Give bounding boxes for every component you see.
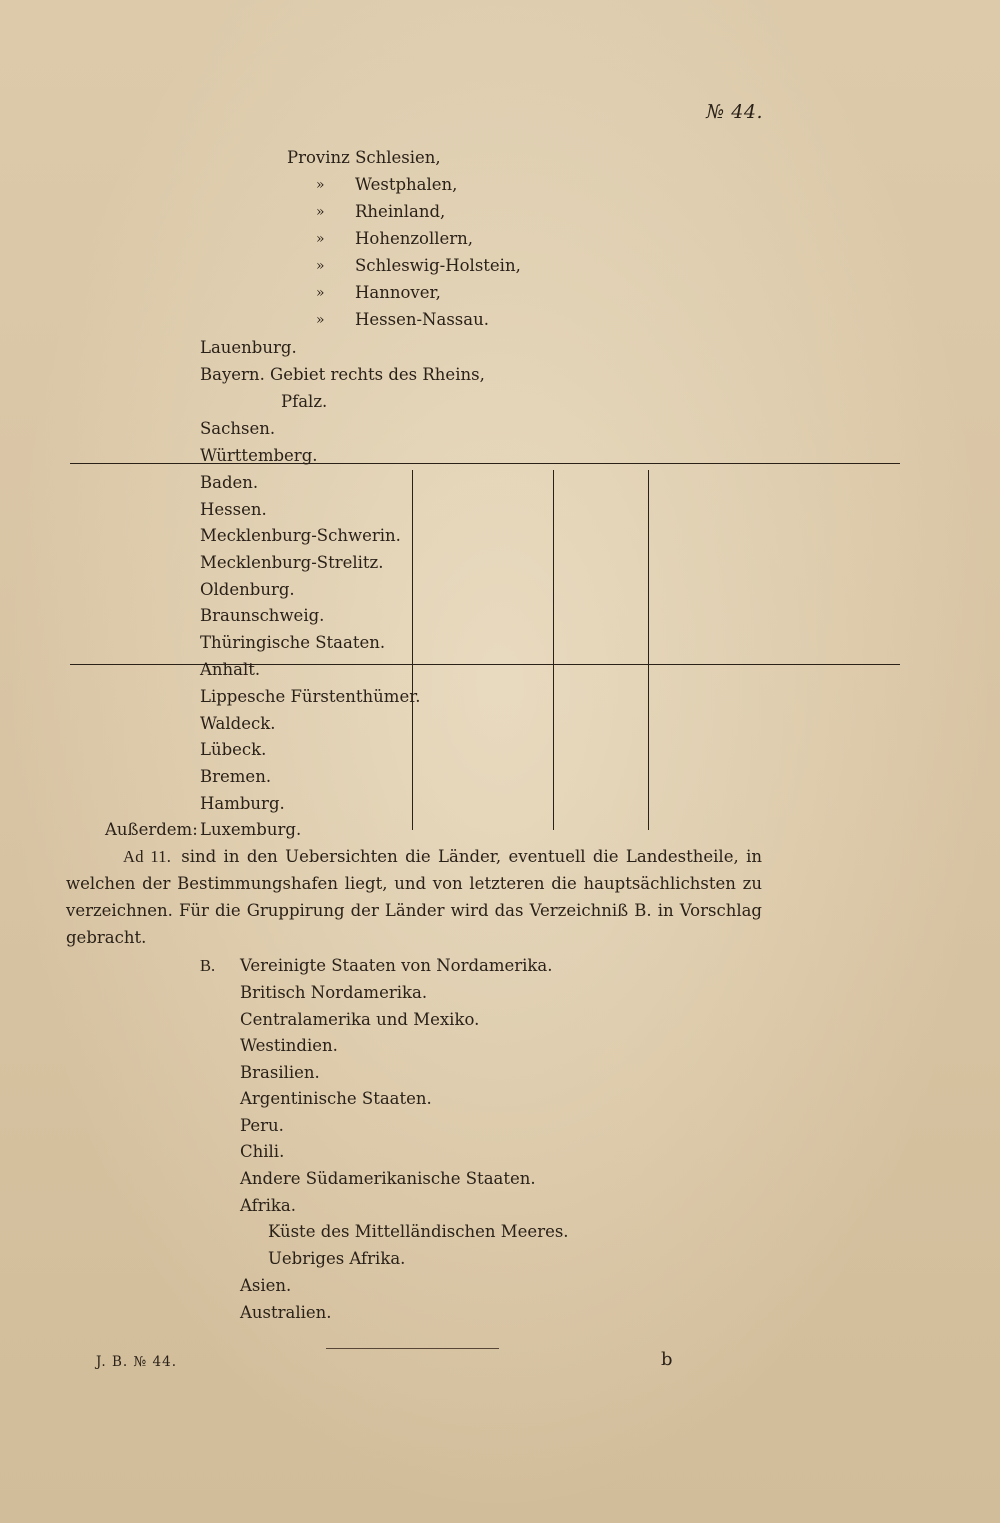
list-b-item: Australien. (240, 1303, 332, 1322)
paragraph-text: sind in den Uebersichten die Länder, eventuell die Landestheile, in welchen der Bestimmungshafen liegt, und von letzteren die hauptsächlichsten zu verzeichnen. Für die Gruppirung der Länder wird das Verzeichniß B. in Vorschlag gebracht. (66, 847, 762, 947)
page-number: № 44. (706, 101, 763, 123)
state-line: Hessen. (200, 500, 267, 519)
state-line: Braunschweig. (200, 606, 325, 625)
list-b-item: Chili. (240, 1142, 285, 1161)
state-line: Oldenburg. (200, 580, 295, 599)
list-b-item: Westindien. (240, 1036, 338, 1055)
ditto-mark: » (316, 204, 325, 220)
ad-11-paragraph (66, 843, 762, 951)
ditto-mark: » (316, 231, 325, 247)
province-line: Hannover, (355, 283, 441, 302)
footer-signature: J. B. № 44. (96, 1354, 177, 1370)
state-line: Mecklenburg-Schwerin. (200, 526, 401, 545)
state-line: Baden. (200, 473, 259, 492)
list-b-item: Asien. (240, 1276, 292, 1295)
ditto-mark: » (316, 285, 325, 301)
bleed-through-rule (553, 470, 554, 830)
list-b-item: Küste des Mittelländischen Meeres. (268, 1222, 569, 1241)
state-line: Anhalt. (200, 660, 261, 679)
list-b-item: Afrika. (240, 1196, 296, 1215)
paragraph-label: Ad 11. (123, 847, 172, 866)
state-line: Pfalz. (281, 392, 328, 411)
extra-label: Außerdem: (105, 820, 198, 839)
state-line: Waldeck. (200, 714, 276, 733)
state-line: Lippesche Fürstenthümer. (200, 687, 421, 706)
footer-sheet-mark: b (661, 1349, 673, 1370)
state-line: Mecklenburg-Strelitz. (200, 553, 384, 572)
list-b-label: B. (200, 956, 216, 975)
ditto-mark: » (316, 177, 325, 193)
list-b-item: Argentinische Staaten. (240, 1089, 432, 1108)
state-line: Württemberg. (200, 446, 318, 465)
footer-divider (326, 1348, 499, 1349)
state-line: Lauenburg. (200, 338, 297, 357)
province-line: Westphalen, (355, 175, 458, 194)
list-b-item: Vereinigte Staaten von Nordamerika. (240, 956, 553, 975)
state-line: Thüringische Staaten. (200, 633, 386, 652)
list-b-item: Uebriges Afrika. (268, 1249, 406, 1268)
state-line: Bremen. (200, 767, 272, 786)
state-line: Sachsen. (200, 419, 276, 438)
province-line: Hessen-Nassau. (355, 310, 489, 329)
province-line: Provinz Schlesien, (287, 148, 441, 167)
list-b-item: Andere Südamerikanische Staaten. (240, 1169, 536, 1188)
state-line: Hamburg. (200, 794, 285, 813)
list-b-item: Brasilien. (240, 1063, 320, 1082)
state-line: Lübeck. (200, 740, 267, 759)
extra-value: Luxemburg. (200, 820, 302, 839)
state-line: Bayern. Gebiet rechts des Rheins, (200, 365, 485, 384)
bleed-through-rule (412, 470, 413, 830)
bleed-through-rule (70, 463, 900, 464)
bleed-through-rule (70, 664, 900, 665)
province-line: Hohenzollern, (355, 229, 474, 248)
province-line: Rheinland, (355, 202, 446, 221)
list-b-item: Britisch Nordamerika. (240, 983, 428, 1002)
list-b-item: Peru. (240, 1116, 284, 1135)
ditto-mark: » (316, 312, 325, 328)
ditto-mark: » (316, 258, 325, 274)
province-line: Schleswig-Holstein, (355, 256, 521, 275)
bleed-through-rule (648, 470, 649, 830)
list-b-item: Centralamerika und Mexiko. (240, 1010, 480, 1029)
